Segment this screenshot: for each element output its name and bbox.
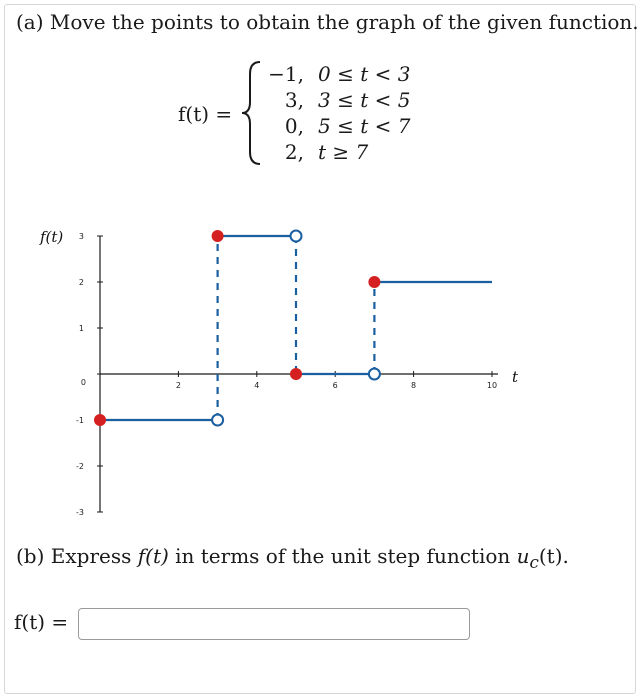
case-condition: 0 ≤ t < 3 [318,62,411,86]
closed-endpoint[interactable] [290,368,302,380]
y-tick-label: 0 [80,378,86,387]
answer-input[interactable] [78,608,470,640]
open-endpoint[interactable] [291,231,302,242]
part-b-fn: f(t) [137,544,169,568]
case-value: −1, [268,62,304,86]
x-tick-label: 10 [486,381,498,390]
closed-endpoint[interactable] [368,276,380,288]
case-condition: t ≥ 7 [318,140,369,164]
case-value: 3, [284,88,304,112]
interactive-graph[interactable] [40,200,620,530]
part-b-text: in terms of the unit step function [168,544,517,568]
graph-canvas[interactable] [40,200,620,530]
y-tick-label: -1 [76,416,84,425]
part-a-prompt: (a) Move the points to obtain the graph of the given function. [16,10,639,34]
y-tick-label: 2 [78,278,84,287]
y-tick-label: 3 [78,232,84,241]
piecewise-formula [178,58,438,170]
case-value: 2, [284,140,304,164]
part-b-prompt [16,544,569,572]
formula-lhs: f(t) = [178,102,233,126]
case-condition: 3 ≤ t < 5 [318,88,411,112]
part-b-text: (b) Express [16,544,138,568]
x-tick-label: 8 [411,381,417,390]
y-tick-label: -3 [76,508,84,517]
y-axis-label: f(t) [40,228,64,246]
closed-endpoint[interactable] [94,414,106,426]
y-tick-label: -2 [76,462,84,471]
part-b-step-sub: c [529,553,539,572]
x-tick-label: 6 [332,381,338,390]
closed-endpoint[interactable] [212,230,224,242]
x-axis-label: t [512,368,519,386]
x-tick-label: 2 [175,381,181,390]
part-b-step: u [516,544,530,568]
x-tick-label: 4 [254,381,260,390]
case-condition: 5 ≤ t < 7 [318,114,411,138]
open-endpoint[interactable] [212,415,223,426]
answer-label: f(t) = [14,610,69,634]
y-tick-label: 1 [78,324,84,333]
case-value: 0, [284,114,304,138]
part-b-text: . [562,544,569,568]
open-endpoint[interactable] [369,369,380,380]
part-b-step-arg: (t) [538,544,563,568]
